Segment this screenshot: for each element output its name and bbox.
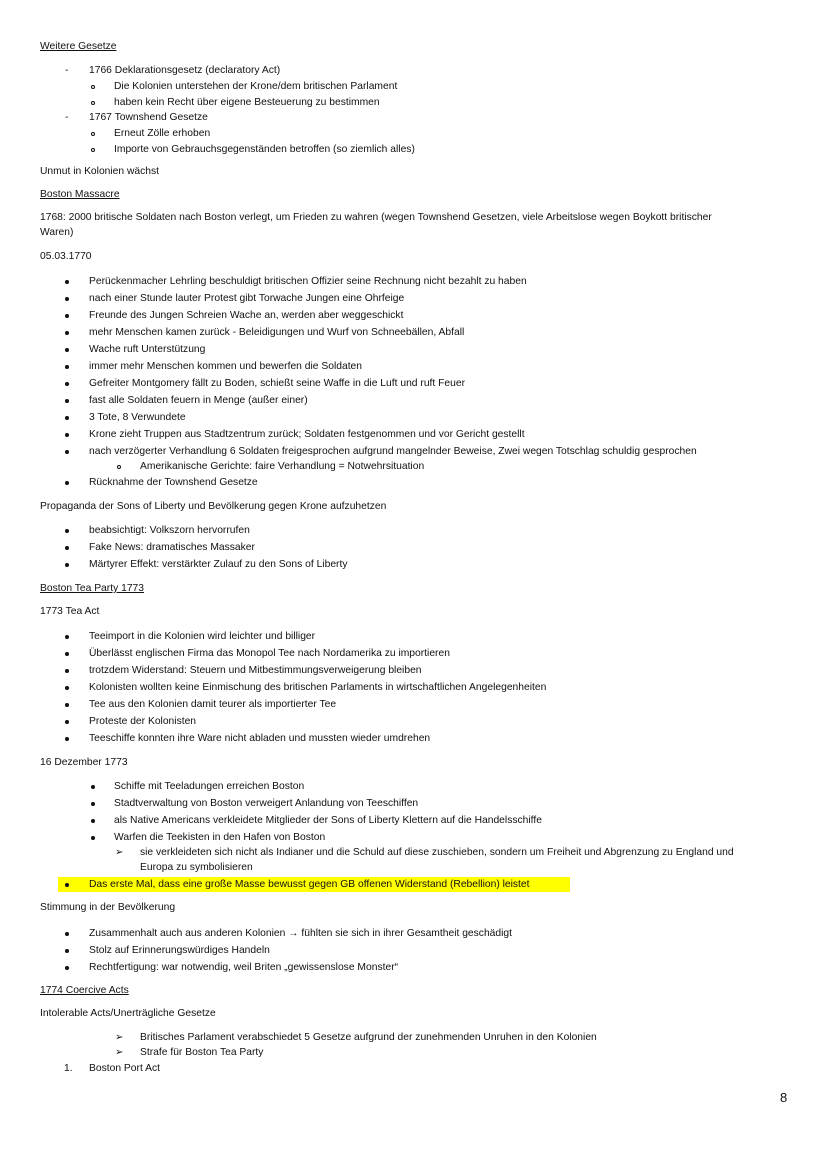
list-item: Stolz auf Erinnerungswürdiges Handeln xyxy=(89,945,270,956)
list-item: haben kein Recht über eigene Besteuerung zu bestimmen xyxy=(114,97,380,108)
list-item: Europa zu symbolisieren xyxy=(140,862,253,873)
highlighted-list-item: Das erste Mal, dass eine große Masse bewusst gegen GB offenen Widerstand (Rebellion) leistet xyxy=(89,879,530,890)
bullet-icon xyxy=(65,737,69,741)
list-item: Freunde des Jungen Schreien Wache an, werden aber weggeschickt xyxy=(89,310,404,321)
heading-coercive-acts: 1774 Coercive Acts xyxy=(40,985,129,996)
list-item: Perückenmacher Lehrling beschuldigt britischen Offizier seine Rechnung nicht bezahlt zu haben xyxy=(89,276,527,287)
bullet-icon xyxy=(91,785,95,789)
date-label: 16 Dezember 1773 xyxy=(40,757,128,768)
list-item: sie verkleideten sich nicht als Indianer und die Schuld auf diese zuschieben, sondern um Freiheit und Abgrenzung zu England und xyxy=(140,847,734,858)
bullet-icon xyxy=(65,297,69,301)
bullet-icon xyxy=(65,652,69,656)
bullet-icon xyxy=(65,949,69,953)
list-item: Märtyrer Effekt: verstärkter Zulauf zu den Sons of Liberty xyxy=(89,559,348,570)
date-label: 05.03.1770 xyxy=(40,251,92,262)
bullet-icon xyxy=(65,635,69,639)
list-item: Erneut Zölle erhoben xyxy=(114,128,211,139)
bullet-icon xyxy=(91,836,95,840)
bullet-icon xyxy=(65,365,69,369)
list-item: Fake News: dramatisches Massaker xyxy=(89,542,255,553)
list-item: Krone zieht Truppen aus Stadtzentrum zurück; Soldaten festgenommen und vor Gericht gestellt xyxy=(89,429,525,440)
paragraph: Waren) xyxy=(40,227,74,238)
bullet-icon xyxy=(65,280,69,284)
list-item-text: Zusammenhalt auch aus anderen Kolonien xyxy=(89,928,286,939)
bullet-icon xyxy=(91,819,95,823)
bullet-icon xyxy=(65,416,69,420)
circle-bullet-icon xyxy=(117,465,121,469)
heading-weitere-gesetze: Weitere Gesetze xyxy=(40,41,117,52)
bullet-icon xyxy=(65,883,69,887)
bullet-icon xyxy=(65,669,69,673)
number-marker: 1. xyxy=(64,1063,73,1074)
page-number: 8 xyxy=(780,1090,788,1105)
paragraph: Propaganda der Sons of Liberty und Bevölkerung gegen Krone aufzuhetzen xyxy=(40,501,387,512)
heading-boston-massacre: Boston Massacre xyxy=(40,189,120,200)
circle-bullet-icon xyxy=(91,101,95,105)
list-item: Warfen die Teekisten in den Hafen von Boston xyxy=(114,832,326,843)
dash-marker: - xyxy=(65,112,69,123)
bullet-icon xyxy=(65,382,69,386)
bullet-icon xyxy=(65,546,69,550)
list-item: Rechtfertigung: war notwendig, weil Briten „gewissenslose Monster“ xyxy=(89,962,399,973)
list-item xyxy=(89,927,512,940)
right-arrow-icon: → xyxy=(288,928,299,939)
list-item: nach einer Stunde lauter Protest gibt Torwache Jungen eine Ohrfeige xyxy=(89,293,405,304)
bullet-icon xyxy=(91,802,95,806)
bullet-icon xyxy=(65,399,69,403)
heading-boston-tea-party: Boston Tea Party 1773 xyxy=(40,583,144,594)
list-item: fast alle Soldaten feuern in Menge (außer einer) xyxy=(89,395,308,406)
bullet-icon xyxy=(65,331,69,335)
arrow-bullet-icon: ➢ xyxy=(115,1047,124,1058)
list-item: Importe von Gebrauchsgegenständen betroffen (so ziemlich alles) xyxy=(114,144,415,155)
list-item: 1766 Deklarationsgesetz (declaratory Act) xyxy=(89,65,281,76)
bullet-icon xyxy=(65,966,69,970)
list-item: Stadtverwaltung von Boston verweigert Anlandung von Teeschiffen xyxy=(114,798,419,809)
bullet-icon xyxy=(65,314,69,318)
circle-bullet-icon xyxy=(91,132,95,136)
list-item: Gefreiter Montgomery fällt zu Boden, schießt seine Waffe in die Luft und ruft Feuer xyxy=(89,378,466,389)
paragraph: 1768: 2000 britische Soldaten nach Boston verlegt, um Frieden zu wahren (wegen Townshend Gesetzen, viele Arbeitslose wegen Boykott britischer xyxy=(40,212,712,223)
paragraph: Stimmung in der Bevölkerung xyxy=(40,902,176,913)
list-item: Britisches Parlament verabschiedet 5 Gesetze aufgrund der zunehmenden Unruhen in den Kolonien xyxy=(140,1032,597,1043)
list-item: immer mehr Menschen kommen und bewerfen die Soldaten xyxy=(89,361,363,372)
paragraph: Intolerable Acts/Unerträgliche Gesetze xyxy=(40,1008,216,1019)
bullet-icon xyxy=(65,529,69,533)
paragraph: Unmut in Kolonien wächst xyxy=(40,166,160,177)
arrow-bullet-icon: ➢ xyxy=(115,847,124,858)
list-item: Tee aus den Kolonien damit teurer als importierter Tee xyxy=(89,699,337,710)
list-item: Die Kolonien unterstehen der Krone/dem britischen Parlament xyxy=(114,81,398,92)
list-item: Strafe für Boston Tea Party xyxy=(140,1047,264,1058)
list-item: als Native Americans verkleidete Mitglieder der Sons of Liberty Klettern auf die Handelsschiffe xyxy=(114,815,542,826)
list-item: Teeschiffe konnten ihre Ware nicht abladen und mussten wieder umdrehen xyxy=(89,733,431,744)
list-item: 3 Tote, 8 Verwundete xyxy=(89,412,186,423)
bullet-icon xyxy=(65,703,69,707)
circle-bullet-icon xyxy=(91,85,95,89)
list-item: Überlässt englischen Firma das Monopol Tee nach Nordamerika zu importieren xyxy=(89,648,450,659)
list-item: Boston Port Act xyxy=(89,1063,160,1074)
dash-marker: - xyxy=(65,65,69,76)
list-item: Schiffe mit Teeladungen erreichen Boston xyxy=(114,781,305,792)
list-item: nach verzögerter Verhandlung 6 Soldaten freigesprochen aufgrund mangelnder Beweise, Zwei wegen Totschlag schuldig gesprochen xyxy=(89,446,697,457)
bullet-icon xyxy=(65,720,69,724)
bullet-icon xyxy=(65,481,69,485)
list-item-text: fühlten sie sich in ihrer Gesamtheit geschädigt xyxy=(301,928,513,939)
bullet-icon xyxy=(65,348,69,352)
list-item: 1767 Townshend Gesetze xyxy=(89,112,208,123)
bullet-icon xyxy=(65,563,69,567)
list-item: Kolonisten wollten keine Einmischung des britischen Parlaments in wirtschaftlichen Angelegenheiten xyxy=(89,682,547,693)
circle-bullet-icon xyxy=(91,148,95,152)
arrow-bullet-icon: ➢ xyxy=(115,1032,124,1043)
list-item: Wache ruft Unterstützung xyxy=(89,344,206,355)
bullet-icon xyxy=(65,450,69,454)
bullet-icon xyxy=(65,932,69,936)
paragraph: 1773 Tea Act xyxy=(40,606,100,617)
list-item: beabsichtigt: Volkszorn hervorrufen xyxy=(89,525,250,536)
list-item: Rücknahme der Townshend Gesetze xyxy=(89,477,258,488)
list-item: Teeimport in die Kolonien wird leichter und billiger xyxy=(89,631,316,642)
list-item: Proteste der Kolonisten xyxy=(89,716,197,727)
list-item: mehr Menschen kamen zurück - Beleidigungen und Wurf von Schneebällen, Abfall xyxy=(89,327,465,338)
bullet-icon xyxy=(65,686,69,690)
bullet-icon xyxy=(65,433,69,437)
list-item: Amerikanische Gerichte: faire Verhandlung = Notwehrsituation xyxy=(140,461,425,472)
list-item: trotzdem Widerstand: Steuern und Mitbestimmungsverweigerung bleiben xyxy=(89,665,422,676)
